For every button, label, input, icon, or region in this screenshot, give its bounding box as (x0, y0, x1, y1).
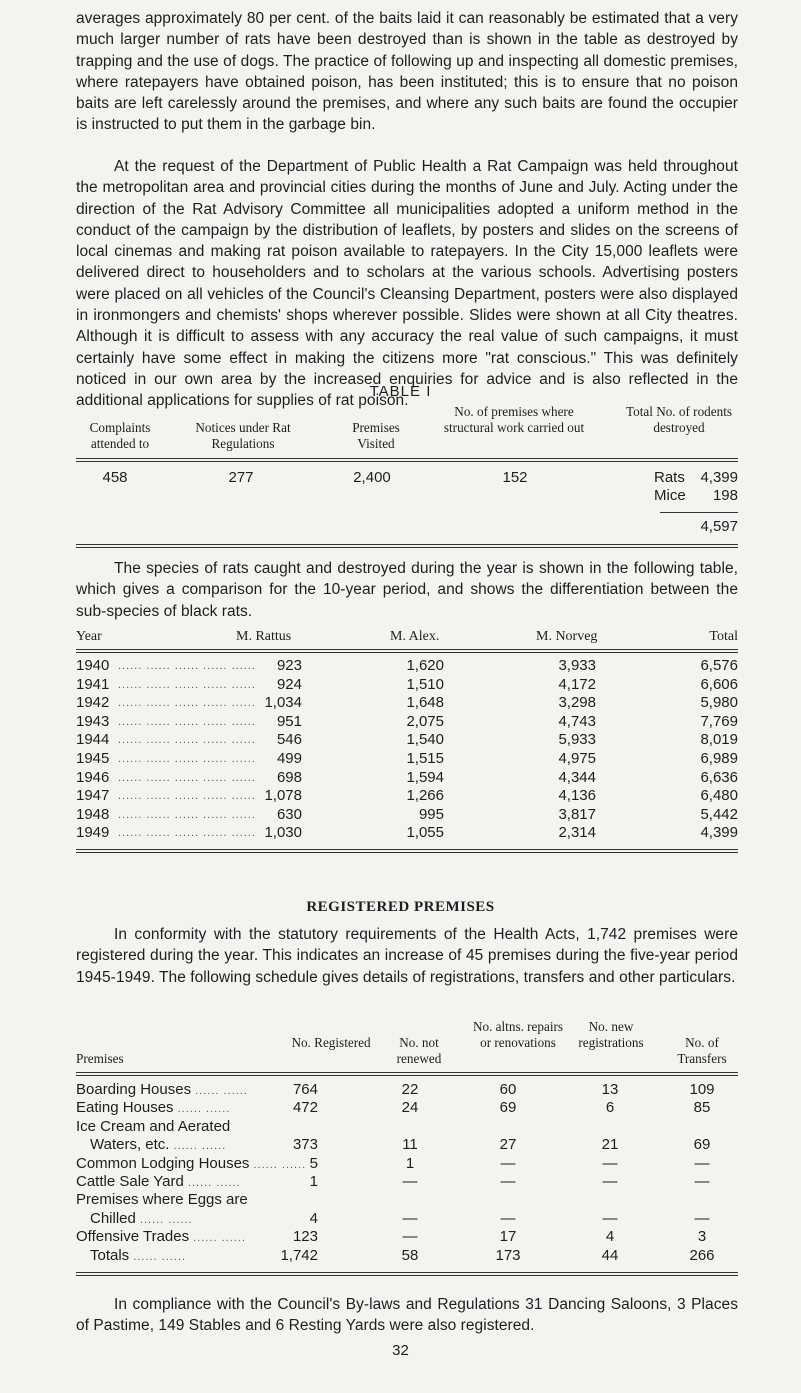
species-paragraph: The species of rats caught and destroyed during the year is shown in the following table, which gives a comparison for the 10-year period, and shows the differentiation between the sub-species of black rats. (76, 560, 738, 620)
species-total-cell: 7,769 (700, 712, 738, 730)
species-year-cell: 1944 (76, 731, 110, 749)
premises-registered-cell: 123 (292, 1228, 318, 1246)
premises-transfers-cell: — (694, 1209, 710, 1227)
premises-top-rule-2 (76, 1075, 738, 1076)
species-norveg-cell: 4,975 (558, 750, 596, 767)
premises-name-cell: Cattle Sale Yard ...... ...... (76, 1173, 241, 1190)
table1-header-structural: No. of premises where structural work carried out (443, 404, 585, 435)
premises-header-premises: Premises (76, 1051, 124, 1066)
species-total-cell: 6,636 (700, 768, 738, 786)
premises-transfers-cell: 85 (693, 1099, 711, 1117)
species-rattus-cell: 1,078 (264, 787, 302, 805)
premises-transfers-cell: 69 (693, 1136, 711, 1154)
premises-header-altns: No. altns. repairs or renovations (472, 1019, 564, 1050)
species-rattus-cell: 951 (276, 712, 302, 730)
species-year-cell: 1946 (76, 768, 110, 786)
species-alex-cell: 2,075 (406, 712, 444, 730)
species-bottom-rule (76, 849, 738, 850)
premises-registered-cell: 4 (309, 1209, 318, 1227)
species-norveg-cell: 4,136 (558, 787, 596, 805)
table1-complaints-value: 458 (102, 469, 128, 486)
premises-bottom-rule (76, 1272, 738, 1273)
species-norveg-cell: 4,344 (558, 768, 596, 786)
species-rattus-cell: 546 (276, 731, 302, 749)
table1-bottom-rule (76, 544, 738, 545)
premises-header-transfers: No. of Transfers (677, 1035, 727, 1066)
species-total-cell: 6,480 (700, 787, 738, 805)
species-dot-leader: ...... ...... ...... ...... ...... (118, 827, 256, 840)
registered-premises-heading: REGISTERED PREMISES (306, 899, 495, 915)
premises-registered-cell: 764 (292, 1081, 318, 1098)
registered-paragraph: In conformity with the statutory requirements of the Health Acts, 1,742 premises were registered during the year. This indicates an increase of 45 premises during the five-year period 1945-1949. The following schedule gives details of registrations, transfers and other particulars. (76, 926, 738, 986)
premises-altns-cell: — (500, 1154, 516, 1172)
premises-dot-leader: ...... ...... (191, 1085, 248, 1097)
premises-name-cell: Offensive Trades ...... ...... (76, 1228, 246, 1246)
table1-header-complaints: Complaints attended to (89, 420, 151, 451)
species-rattus-cell: 923 (276, 657, 302, 674)
premises-bottom-rule-2 (76, 1275, 738, 1276)
species-rattus-cell: 924 (276, 675, 302, 693)
species-alex-cell: 1,540 (406, 731, 444, 749)
species-dot-leader: ...... ...... ...... ...... ...... (118, 790, 256, 803)
premises-name-cell: Boarding Houses ...... ...... (76, 1081, 248, 1098)
premises-header-not-renewed: No. not renewed (396, 1035, 442, 1066)
species-norveg-cell: 4,172 (558, 675, 596, 693)
premises-not-renewed-cell: — (402, 1228, 418, 1246)
species-dot-leader: ...... ...... ...... ...... ...... (118, 678, 256, 691)
premises-dot-leader: ...... ...... (173, 1103, 231, 1116)
species-norveg-cell: 3,817 (558, 805, 596, 823)
premises-altns-cell: — (500, 1209, 516, 1227)
species-total-cell: 4,399 (700, 824, 738, 842)
species-alex-cell: 1,620 (406, 657, 444, 674)
species-year-cell: 1947 (76, 787, 110, 805)
species-dot-leader: ...... ...... ...... ...... ...... (118, 715, 256, 728)
premises-dot-leader: ...... ...... (249, 1158, 307, 1171)
table1-mice-value: 198 (712, 487, 738, 504)
species-rattus-cell: 1,030 (264, 824, 302, 842)
campaign-paragraph: At the request of the Department of Public Health a Rat Campaign was held throughout the metropolitan area and provincial cities during the months of June and July. Acting under the direction of the Rat Advisory Committee all municipalities adopted a uniform method in the conduct of the campaign by the distribution of leaflets, by posters and slides on the screens of local cinemas and making rat poison available to ratepayers. In the City 15,000 leaflets were delivered direct to householders and to scholars at the various schools. Advertising posters were placed on all vehicles of the Council's Cleansing Department, posters were also displayed in ironmongers and chemists' shops wherever possible. Slides were shown at all City theatres. Although it is difficult to assess with any accuracy the real value of such campaigns, it must certainly have some effect in making the citizens more "rat conscious." This was definitely noticed in our own area by the increased enquiries for advice and is also reflected in the additional applications for supplies of rat poison. (76, 158, 738, 410)
species-dot-leader: ...... ...... ...... ...... ...... (118, 660, 256, 672)
premises-not-renewed-cell: 58 (401, 1246, 419, 1264)
species-total-cell: 5,442 (700, 805, 738, 823)
premises-new-cell: 21 (601, 1136, 619, 1154)
premises-header-new: No. new registrations (578, 1019, 644, 1050)
premises-altns-cell: 27 (499, 1136, 517, 1154)
closing-paragraph: In compliance with the Council's By-laws and Regulations 31 Dancing Saloons, 3 Places of Pastime, 149 Stables and 6 Resting Yards were also registered. (76, 1296, 738, 1335)
species-header-total: Total (709, 629, 738, 644)
species-year-cell: 1945 (76, 750, 110, 767)
premises-new-cell: 6 (605, 1099, 615, 1117)
premises-not-renewed-cell: — (402, 1209, 418, 1227)
table1-premises-visited-value: 2,400 (353, 469, 391, 486)
species-bottom-rule-2 (76, 852, 738, 853)
premises-not-renewed-cell: — (402, 1173, 418, 1190)
premises-registered-cell: 1 (309, 1173, 318, 1190)
species-alex-cell: 1,515 (406, 750, 444, 767)
intro-paragraph: averages approximately 80 per cent. of the baits laid it can reasonably be estimated that a very much larger number of rats have been destroyed than is shown in the table as destroyed by trapping and the use of dogs. The practice of following up and inspecting all domestic premises, where ratepayers have obtained poison, has been instituted; this is to ensure that no poison baits are left carelessly around the premises, and where any such baits are found the occupier is instructed to put them in the garbage bin. (76, 10, 738, 134)
table1-rats-label: Rats (654, 469, 685, 486)
premises-transfers-cell: — (694, 1173, 710, 1190)
species-year-cell: 1940 (76, 657, 110, 674)
premises-name-cell: Common Lodging Houses ...... ...... (76, 1154, 307, 1172)
table1-total-value: 4,597 (700, 518, 738, 535)
species-top-rule-2 (76, 652, 738, 653)
premises-transfers-cell: 266 (689, 1246, 715, 1264)
premises-altns-cell: 69 (499, 1099, 517, 1117)
premises-name-cell: Ice Cream and Aerated (76, 1117, 231, 1135)
species-total-cell: 8,019 (700, 731, 738, 749)
species-header-norveg: M. Norveg (536, 629, 598, 644)
species-year-cell: 1943 (76, 712, 110, 730)
species-alex-cell: 995 (418, 805, 444, 823)
species-alex-cell: 1,594 (406, 768, 444, 786)
premises-dot-leader: ...... ...... (169, 1140, 227, 1153)
species-norveg-cell: 5,933 (558, 731, 596, 749)
premises-registered-cell: 5 (309, 1154, 318, 1172)
premises-top-rule (76, 1072, 738, 1073)
table1-top-rule (76, 458, 738, 459)
premises-new-cell: 13 (601, 1081, 619, 1098)
premises-altns-cell: 173 (495, 1246, 521, 1264)
species-year-cell: 1941 (76, 675, 110, 693)
table1-top-rule-2 (76, 461, 738, 462)
species-rattus-cell: 630 (276, 805, 302, 823)
species-year-cell: 1948 (76, 805, 110, 823)
species-dot-leader: ...... ...... ...... ...... ...... (118, 697, 256, 710)
species-top-rule (76, 649, 738, 650)
premises-not-renewed-cell: 1 (405, 1154, 415, 1172)
premises-altns-cell: 17 (499, 1228, 517, 1246)
table1-bottom-rule-2 (76, 547, 738, 548)
species-header-alex: M. Alex. (390, 629, 440, 644)
species-total-cell: 6,576 (700, 657, 738, 674)
premises-dot-leader: ...... ...... (135, 1213, 193, 1226)
table1-notices-value: 277 (228, 469, 254, 486)
table1-sum-rule (660, 512, 738, 513)
premises-new-cell: — (602, 1209, 618, 1227)
premises-transfers-cell: — (694, 1154, 710, 1172)
premises-not-renewed-cell: 22 (401, 1081, 419, 1098)
species-dot-leader: ...... ...... ...... ...... ...... (118, 734, 256, 747)
premises-header-registered: No. Registered (291, 1035, 371, 1050)
premises-dot-leader: ...... ...... (129, 1250, 186, 1263)
premises-transfers-cell: 3 (697, 1228, 707, 1246)
species-norveg-cell: 2,314 (558, 824, 596, 842)
premises-dot-leader: ...... ...... (189, 1232, 246, 1245)
species-header-year: Year (76, 629, 102, 644)
premises-name-cell: Totals ...... ...... (90, 1246, 186, 1264)
premises-registered-cell: 1,742 (280, 1246, 318, 1264)
premises-altns-cell: 60 (499, 1081, 517, 1098)
premises-not-renewed-cell: 24 (401, 1099, 419, 1117)
premises-not-renewed-cell: 11 (402, 1136, 418, 1154)
premises-new-cell: — (602, 1154, 618, 1172)
premises-transfers-cell: 109 (689, 1081, 715, 1098)
table1-header-premises-visited: Premises Visited (352, 420, 400, 451)
species-dot-leader: ...... ...... ...... ...... ...... (118, 771, 256, 784)
species-rattus-cell: 499 (276, 750, 302, 767)
species-total-cell: 6,989 (700, 750, 738, 767)
premises-name-cont-cell: Chilled ...... ...... (90, 1209, 193, 1227)
species-year-cell: 1942 (76, 694, 110, 712)
species-rattus-cell: 698 (276, 768, 302, 786)
table1-mice-label: Mice (654, 487, 686, 504)
premises-altns-cell: — (500, 1173, 516, 1190)
table1-rats-value: 4,399 (700, 469, 738, 486)
species-dot-leader: ...... ...... ...... ...... ...... (118, 753, 256, 765)
premises-new-cell: 4 (605, 1228, 615, 1246)
species-norveg-cell: 3,933 (558, 657, 596, 674)
species-alex-cell: 1,648 (406, 694, 444, 712)
species-year-cell: 1949 (76, 824, 110, 842)
premises-new-cell: 44 (601, 1246, 619, 1264)
species-alex-cell: 1,510 (406, 675, 444, 693)
species-norveg-cell: 3,298 (558, 694, 596, 712)
premises-registered-cell: 373 (292, 1136, 318, 1154)
premises-registered-cell: 472 (292, 1099, 318, 1117)
premises-name-cell: Eating Houses ...... ...... (76, 1099, 231, 1117)
premises-new-cell: — (602, 1173, 618, 1190)
table1-structural-value: 152 (502, 469, 528, 486)
premises-dot-leader: ...... ...... (183, 1177, 241, 1189)
species-rattus-cell: 1,034 (264, 694, 302, 712)
species-dot-leader: ...... ...... ...... ...... ...... (118, 808, 256, 821)
species-header-rattus: M. Rattus (236, 629, 292, 644)
species-alex-cell: 1,266 (406, 787, 444, 805)
table1-header-notices: Notices under Rat Regulations (195, 420, 291, 451)
premises-name-cell: Premises where Eggs are (76, 1191, 248, 1209)
species-norveg-cell: 4,743 (558, 712, 596, 730)
premises-name-cont-cell: Waters, etc. ...... ...... (90, 1136, 227, 1154)
table1-header-total-rodents: Total No. of rodents destroyed (625, 404, 733, 435)
species-total-cell: 6,606 (700, 675, 738, 693)
table1-title: TABLE I (369, 383, 432, 400)
species-total-cell: 5,980 (700, 694, 738, 712)
page-number: 32 (392, 1342, 409, 1359)
species-alex-cell: 1,055 (406, 824, 444, 842)
